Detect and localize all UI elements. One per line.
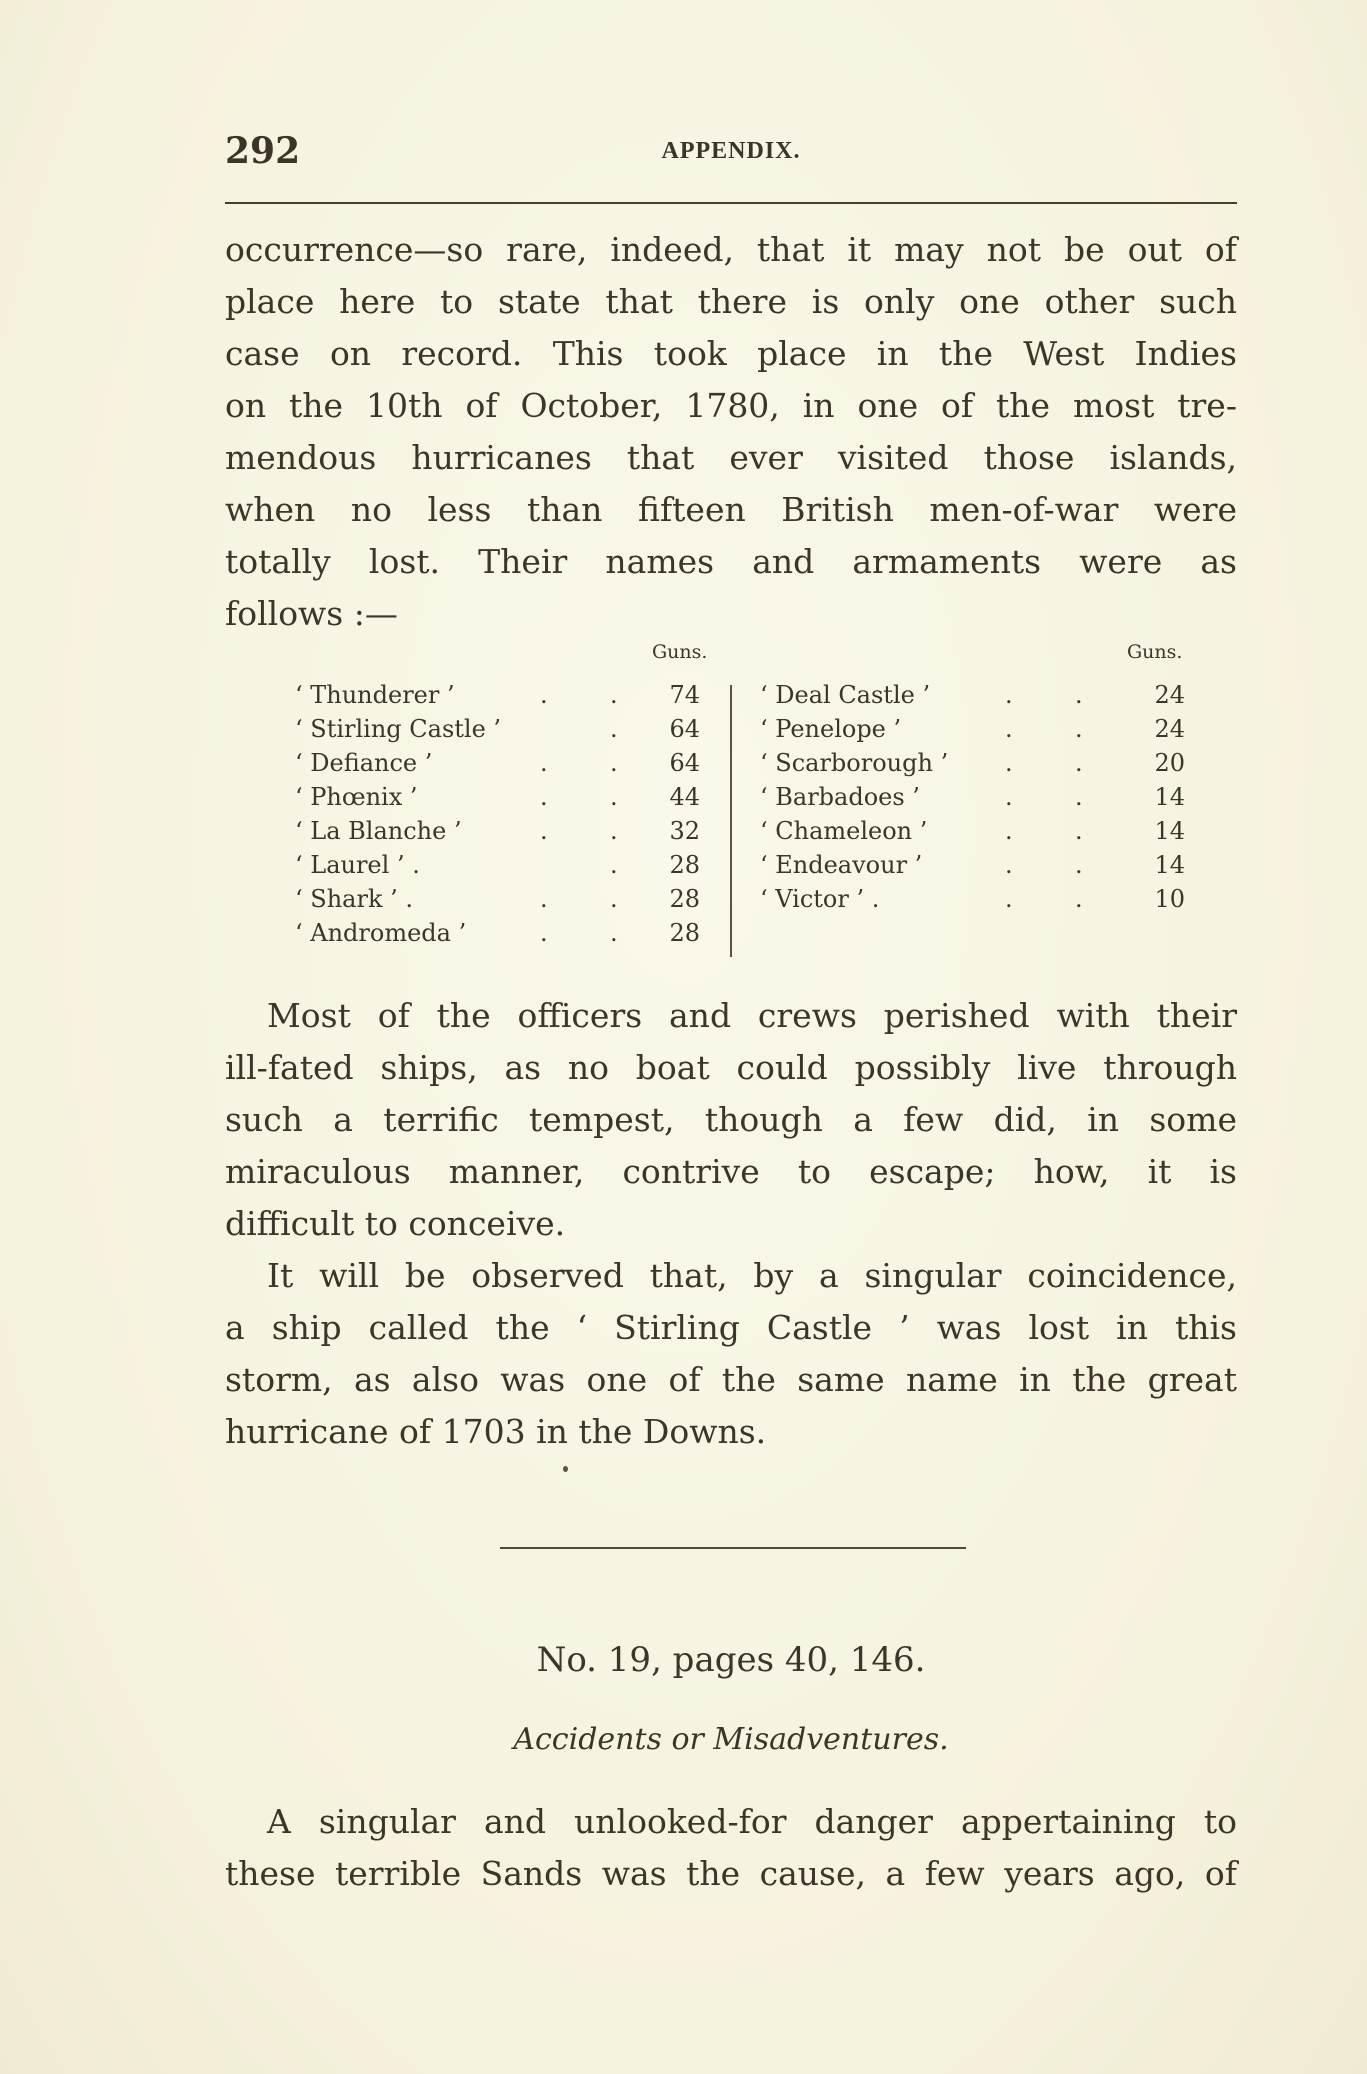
table-row: [755, 678, 1185, 712]
table-row: [755, 848, 1185, 882]
leader-dot: .: [1005, 817, 1013, 845]
leader-dot: .: [1005, 851, 1013, 879]
leader-dot: .: [1075, 817, 1083, 845]
table-column-divider: [730, 685, 732, 957]
section-title: Accidents or Misadventures.: [513, 1722, 949, 1757]
running-head: [225, 130, 1237, 180]
text-line: It will be observed that, by a singular coincidence,: [267, 1256, 1237, 1295]
page-number: 292: [225, 130, 301, 172]
table-row: [290, 678, 720, 712]
table-row: [290, 712, 720, 746]
leader-dot: .: [540, 681, 548, 709]
guns-count: 74: [669, 681, 700, 709]
leader-dot: .: [610, 851, 618, 879]
running-title: APPENDIX.: [661, 138, 801, 164]
leader-dot: .: [610, 749, 618, 777]
table-row: [290, 814, 720, 848]
text-line: on the 10th of October, 1780, in one of the most tre-: [225, 386, 1237, 425]
ship-name: ‘ Chameleon ’: [760, 817, 928, 845]
ship-name: ‘ Endeavour ’: [760, 851, 923, 879]
leader-dot: .: [540, 817, 548, 845]
paragraph-hurricane-intro: [225, 224, 1237, 640]
guns-count: 24: [1154, 715, 1185, 743]
leader-dot: .: [1005, 715, 1013, 743]
ship-name: ‘ Laurel ’ .: [295, 851, 420, 879]
section-number-heading: No. 19, pages 40, 146.: [536, 1640, 926, 1680]
guns-count: 28: [669, 885, 700, 913]
text-line: miraculous manner, contrive to escape; how, it is: [225, 1152, 1237, 1191]
table-row: [755, 746, 1185, 780]
guns-count: 64: [669, 749, 700, 777]
table-row: [755, 814, 1185, 848]
table-row: [755, 780, 1185, 814]
leader-dot: .: [1075, 783, 1083, 811]
text-line: mendous hurricanes that ever visited those islands,: [225, 438, 1237, 477]
print-speck: [563, 1466, 568, 1472]
ship-name: ‘ Victor ’ .: [760, 885, 880, 913]
leader-dot: .: [1075, 749, 1083, 777]
leader-dot: .: [610, 919, 618, 947]
paragraph-stirling-castle: [225, 1250, 1237, 1458]
table-row: [755, 712, 1185, 746]
text-line: difficult to conceive.: [225, 1204, 566, 1243]
ship-name: ‘ La Blanche ’: [295, 817, 462, 845]
guns-column-header: Guns.: [1127, 641, 1183, 663]
text-line: totally lost. Their names and armaments were as: [225, 542, 1237, 581]
leader-dot: .: [1005, 885, 1013, 913]
paragraph-sands-danger: [225, 1796, 1237, 1900]
guns-count: 14: [1154, 851, 1185, 879]
text-line: when no less than fifteen British men-of-war were: [225, 490, 1237, 529]
guns-count: 14: [1154, 817, 1185, 845]
table-row: [290, 882, 720, 916]
paragraph-officers-perished: [225, 990, 1237, 1250]
guns-count: 28: [669, 919, 700, 947]
leader-dot: .: [610, 783, 618, 811]
text-line: these terrible Sands was the cause, a few years ago, of: [225, 1854, 1237, 1893]
text-line: ill-fated ships, as no boat could possibly live through: [225, 1048, 1237, 1087]
leader-dot: .: [540, 749, 548, 777]
text-line: occurrence—so rare, indeed, that it may not be out of: [225, 230, 1237, 269]
text-line: such a terrific tempest, though a few did, in some: [225, 1100, 1237, 1139]
leader-dot: .: [610, 715, 618, 743]
ship-name: ‘ Thunderer ’: [295, 681, 455, 709]
text-line: follows :—: [225, 594, 398, 633]
text-line: case on record. This took place in the West Indies: [225, 334, 1237, 373]
guns-column-header: Guns.: [652, 641, 708, 663]
text-line: place here to state that there is only one other such: [225, 282, 1237, 321]
guns-count: 14: [1154, 783, 1185, 811]
leader-dot: .: [610, 817, 618, 845]
leader-dot: .: [1005, 783, 1013, 811]
leader-dot: .: [610, 681, 618, 709]
guns-count: 10: [1154, 885, 1185, 913]
leader-dot: .: [1075, 885, 1083, 913]
table-row: [290, 916, 720, 950]
table-row: [290, 848, 720, 882]
leader-dot: .: [540, 919, 548, 947]
table-row: [755, 882, 1185, 916]
text-line: storm, as also was one of the same name in the great: [225, 1360, 1237, 1399]
section-divider-rule: [500, 1547, 966, 1549]
table-row: [290, 780, 720, 814]
guns-count: 20: [1154, 749, 1185, 777]
leader-dot: .: [1075, 681, 1083, 709]
guns-count: 44: [669, 783, 700, 811]
ship-name: ‘ Andromeda ’: [295, 919, 467, 947]
ship-name: ‘ Penelope ’: [760, 715, 902, 743]
leader-dot: .: [540, 783, 548, 811]
table-row: [290, 746, 720, 780]
leader-dot: .: [1075, 851, 1083, 879]
guns-count: 32: [669, 817, 700, 845]
ship-name: ‘ Shark ’ .: [295, 885, 413, 913]
leader-dot: .: [610, 885, 618, 913]
text-line: hurricane of 1703 in the Downs.: [225, 1412, 767, 1451]
text-line: a ship called the ‘ Stirling Castle ’ was lost in this: [225, 1308, 1237, 1347]
leader-dot: .: [1075, 715, 1083, 743]
guns-count: 64: [669, 715, 700, 743]
ship-name: ‘ Defiance ’: [295, 749, 433, 777]
guns-count: 24: [1154, 681, 1185, 709]
header-rule: [225, 202, 1237, 204]
guns-count: 28: [669, 851, 700, 879]
text-line: Most of the officers and crews perished with their: [267, 996, 1237, 1035]
leader-dot: .: [1005, 681, 1013, 709]
ship-name: ‘ Barbadoes ’: [760, 783, 920, 811]
leader-dot: .: [540, 885, 548, 913]
ship-name: ‘ Phœnix ’: [295, 783, 418, 811]
ship-name: ‘ Scarborough ’: [760, 749, 949, 777]
text-line: A singular and unlooked-for danger appertaining to: [267, 1802, 1237, 1841]
ships-lost-table: [290, 636, 1190, 966]
ship-name: ‘ Stirling Castle ’: [295, 715, 502, 743]
leader-dot: .: [1005, 749, 1013, 777]
ship-name: ‘ Deal Castle ’: [760, 681, 931, 709]
